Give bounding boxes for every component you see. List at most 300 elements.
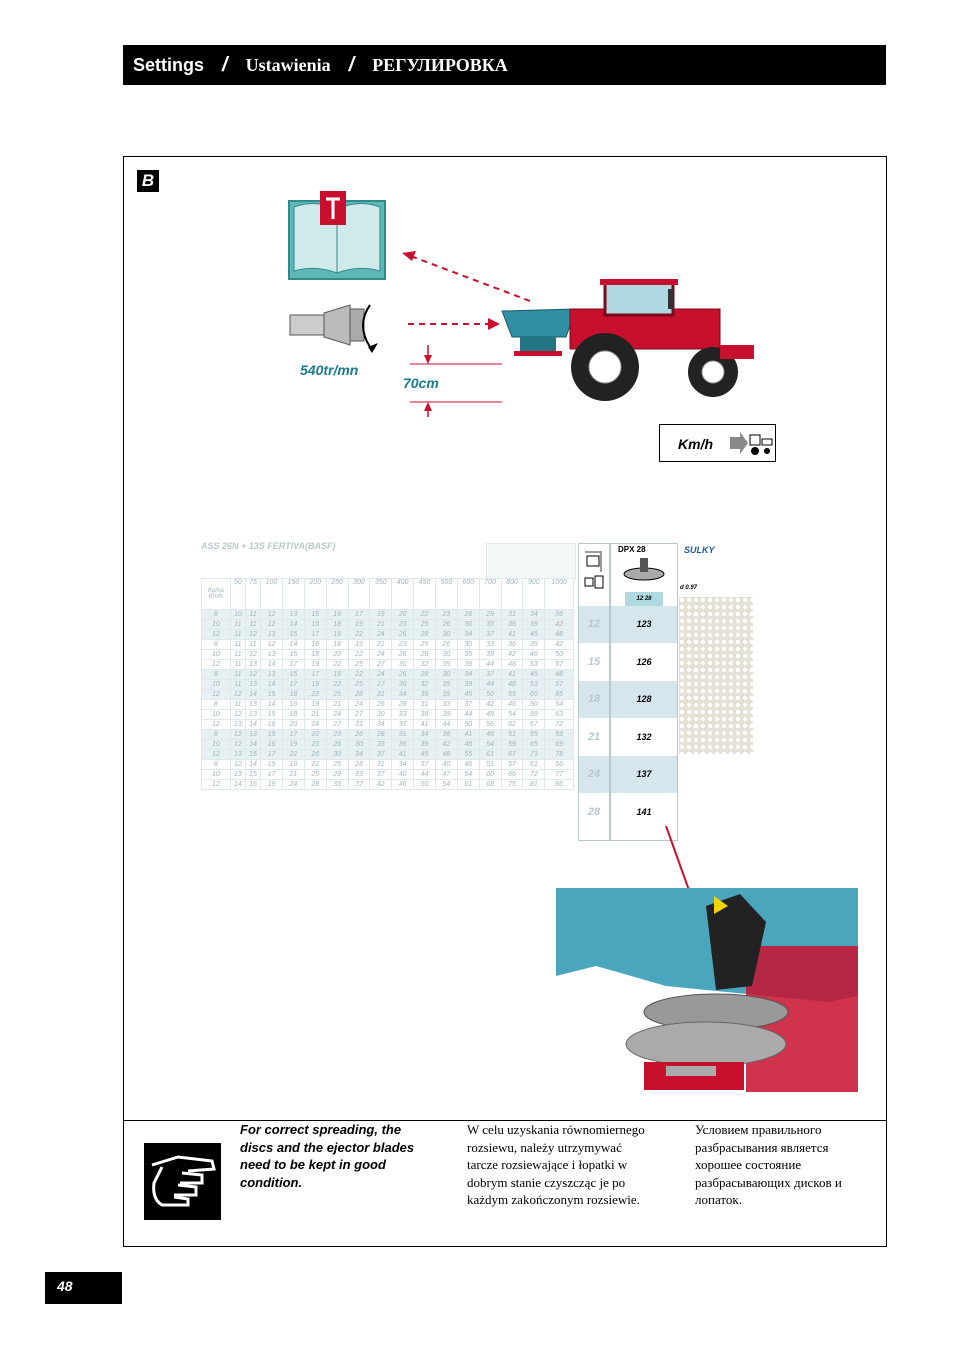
flow-cell: 59 xyxy=(545,730,574,740)
flow-cell: 28 xyxy=(414,670,436,680)
flow-cell: 24 xyxy=(282,780,304,790)
flow-cell: 16 xyxy=(304,640,326,650)
flow-cell: 25 xyxy=(348,660,370,670)
flow-cell: 48 xyxy=(457,740,479,750)
flow-cell: 11 xyxy=(230,620,245,630)
flow-cell: 34 xyxy=(392,760,414,770)
flow-cell: 30 xyxy=(392,660,414,670)
flow-cell: 48 xyxy=(435,750,457,760)
flow-cell: 29 xyxy=(326,770,348,780)
table-row xyxy=(202,750,574,760)
dose-header: 800 xyxy=(501,579,523,610)
dose-header: 50 xyxy=(230,579,245,610)
flow-cell: 39 xyxy=(523,640,545,650)
flow-cell: 44 xyxy=(479,680,501,690)
flow-cell: 26 xyxy=(392,670,414,680)
flow-cell: 54 xyxy=(479,740,501,750)
flow-cell: 33 xyxy=(370,740,392,750)
flow-cell: 32 xyxy=(414,660,436,670)
table-row xyxy=(202,730,574,740)
flow-cell: 66 xyxy=(501,770,523,780)
flow-cell: 19 xyxy=(304,700,326,710)
flow-cell: 48 xyxy=(501,680,523,690)
flow-cell: 11 xyxy=(230,630,245,640)
dose-header: 1000 xyxy=(545,579,574,610)
flow-cell: 13 xyxy=(282,610,304,620)
flow-cell: 21 xyxy=(326,700,348,710)
flow-cell: 23 xyxy=(326,730,348,740)
flow-cell: 14 xyxy=(230,780,245,790)
dose-header: 250 xyxy=(326,579,348,610)
flow-cell: 10 xyxy=(230,610,245,620)
dose-header: 450 xyxy=(414,579,436,610)
flow-cell: 51 xyxy=(501,730,523,740)
note-ru: Условием правильного разбрасывания является хорошее состояние разбрасывающих дисков и лопаток. xyxy=(695,1122,842,1207)
flow-cell: 15 xyxy=(261,730,283,740)
flow-cell: 14 xyxy=(261,680,283,690)
flow-cell: 36 xyxy=(392,740,414,750)
dose-header: 75 xyxy=(245,579,260,610)
speed-cell: 8 xyxy=(202,730,231,740)
flow-cell: 36 xyxy=(501,640,523,650)
speed-cell: 10 xyxy=(202,650,231,660)
flow-cell: 20 xyxy=(326,650,348,660)
flow-cell: 19 xyxy=(326,670,348,680)
flow-cell: 12 xyxy=(261,620,283,630)
dose-header: 400 xyxy=(392,579,414,610)
flow-cell: 24 xyxy=(326,710,348,720)
corner-dose-unit: Kg/ha xyxy=(208,588,224,594)
flow-cell: 42 xyxy=(479,700,501,710)
flow-cell: 22 xyxy=(304,690,326,700)
flow-cell: 55 xyxy=(501,690,523,700)
flow-cell: 18 xyxy=(304,650,326,660)
flow-cell: 13 xyxy=(245,680,260,690)
flow-cell: 28 xyxy=(304,780,326,790)
flow-cell: 14 xyxy=(245,690,260,700)
flow-cell: 21 xyxy=(370,640,392,650)
flow-cell: 54 xyxy=(501,710,523,720)
section-label: B xyxy=(137,170,159,192)
working-width: 28 xyxy=(587,805,601,818)
flow-cell: 86 xyxy=(545,780,574,790)
flow-cell: 60 xyxy=(523,690,545,700)
seed-image xyxy=(486,543,576,579)
flow-cell: 23 xyxy=(304,740,326,750)
flow-cell: 54 xyxy=(545,700,574,710)
speed-cell: 10 xyxy=(202,740,231,750)
flow-cell: 44 xyxy=(457,710,479,720)
flow-cell: 57 xyxy=(501,760,523,770)
flow-cell: 21 xyxy=(370,620,392,630)
flow-cell: 36 xyxy=(414,690,436,700)
flow-cell: 33 xyxy=(479,620,501,630)
flow-cell: 50 xyxy=(457,720,479,730)
speed-cell: 12 xyxy=(202,720,231,730)
flow-cell: 30 xyxy=(435,630,457,640)
dose-header: 700 xyxy=(479,579,501,610)
flow-cell: 53 xyxy=(523,680,545,690)
flow-cell: 77 xyxy=(545,770,574,780)
flow-cell: 48 xyxy=(545,670,574,680)
flow-cell: 17 xyxy=(304,630,326,640)
flow-cell: 13 xyxy=(261,650,283,660)
flow-cell: 61 xyxy=(457,780,479,790)
flow-cell: 27 xyxy=(370,680,392,690)
flow-cell: 25 xyxy=(414,640,436,650)
table-row xyxy=(202,690,574,700)
setup-diagram xyxy=(280,185,780,425)
flow-cell: 18 xyxy=(282,690,304,700)
blade-setting: 132 xyxy=(636,731,652,742)
flow-cell: 35 xyxy=(435,660,457,670)
flow-cell: 12 xyxy=(230,760,245,770)
blade-setting: 128 xyxy=(611,681,677,718)
flow-cell: 37 xyxy=(479,670,501,680)
dose-header: 350 xyxy=(370,579,392,610)
header-bar xyxy=(123,45,886,85)
flow-cell: 12 xyxy=(230,740,245,750)
blade-setting: 141 xyxy=(636,806,652,817)
flow-cell: 50 xyxy=(479,690,501,700)
flow-cell: 45 xyxy=(523,670,545,680)
flow-cell: 26 xyxy=(392,650,414,660)
flow-cell: 37 xyxy=(414,760,436,770)
flow-cell: 75 xyxy=(501,780,523,790)
flow-cell: 25 xyxy=(326,760,348,770)
flow-cell: 14 xyxy=(245,760,260,770)
flow-cell: 15 xyxy=(304,610,326,620)
table-row xyxy=(202,650,574,660)
blade-setting: 126 xyxy=(636,656,652,667)
flow-cell: 54 xyxy=(435,780,457,790)
flow-cell: 22 xyxy=(326,660,348,670)
speed-cell: 12 xyxy=(202,690,231,700)
brand-logo: SULKY xyxy=(684,545,715,555)
flow-cell: 67 xyxy=(523,720,545,730)
flow-cell: 26 xyxy=(392,630,414,640)
flow-cell: 41 xyxy=(392,750,414,760)
blade-setting: 137 xyxy=(611,756,677,793)
speed-cell: 10 xyxy=(202,620,231,630)
table-row xyxy=(202,610,574,620)
flow-cell: 31 xyxy=(414,700,436,710)
speed-cell: 12 xyxy=(202,750,231,760)
flow-cell: 22 xyxy=(414,610,436,620)
table-row xyxy=(202,780,574,790)
flow-cell: 61 xyxy=(501,720,523,730)
flow-cell: 67 xyxy=(501,750,523,760)
flow-cell: 24 xyxy=(370,670,392,680)
flow-cell: 25 xyxy=(304,770,326,780)
flow-cell: 22 xyxy=(348,630,370,640)
flow-cell: 30 xyxy=(457,640,479,650)
flow-cell: 66 xyxy=(545,760,574,770)
flow-cell: 17 xyxy=(261,770,283,780)
flow-cell: 65 xyxy=(523,740,545,750)
flow-cell: 48 xyxy=(501,660,523,670)
flow-cell: 22 xyxy=(326,680,348,690)
flow-cell: 13 xyxy=(245,660,260,670)
flow-cell: 12 xyxy=(245,670,260,680)
flow-cell: 28 xyxy=(370,730,392,740)
flow-cell: 72 xyxy=(523,770,545,780)
flow-cell: 18 xyxy=(326,640,348,650)
flow-cell: 26 xyxy=(435,640,457,650)
flow-cell: 26 xyxy=(326,740,348,750)
flow-cell: 55 xyxy=(457,750,479,760)
flow-cell: 46 xyxy=(457,760,479,770)
flow-cell: 19 xyxy=(304,660,326,670)
dose-header: 500 xyxy=(435,579,457,610)
speed-label: Km/h xyxy=(678,436,713,452)
blade-setting: 123 xyxy=(611,606,677,643)
dose-table xyxy=(201,578,574,838)
flow-cell: 11 xyxy=(245,610,260,620)
flow-cell: 72 xyxy=(545,720,574,730)
table-corner-cell xyxy=(202,579,231,610)
flow-cell: 14 xyxy=(245,740,260,750)
flow-cell: 34 xyxy=(370,720,392,730)
flow-cell: 23 xyxy=(392,620,414,630)
flow-cell: 13 xyxy=(245,710,260,720)
flow-cell: 16 xyxy=(304,620,326,630)
flow-cell: 17 xyxy=(304,670,326,680)
table-row xyxy=(202,680,574,690)
flow-cell: 44 xyxy=(435,720,457,730)
flow-cell: 21 xyxy=(282,770,304,780)
title-separator-2: / xyxy=(348,53,355,76)
height-label: 70cm xyxy=(403,375,439,391)
pointing-hand-icon xyxy=(144,1143,221,1220)
flow-cell: 15 xyxy=(282,650,304,660)
flow-cell: 53 xyxy=(523,660,545,670)
spreader-disc-photo xyxy=(556,826,860,1112)
spreader-hopper-icon xyxy=(502,309,576,356)
working-width: 21 xyxy=(587,730,601,743)
flow-cell: 34 xyxy=(457,670,479,680)
flow-cell: 11 xyxy=(230,650,245,660)
flow-cell: 24 xyxy=(370,630,392,640)
flow-cell: 11 xyxy=(230,660,245,670)
title-ru: РЕГУЛИРОВКА xyxy=(372,54,508,75)
flow-cell: 30 xyxy=(348,740,370,750)
density-value: d 0.97 xyxy=(680,585,698,591)
flow-cell: 39 xyxy=(435,710,457,720)
flow-cell: 69 xyxy=(545,740,574,750)
flow-cell: 31 xyxy=(370,690,392,700)
flow-cell: 26 xyxy=(370,700,392,710)
speed-cell: 8 xyxy=(202,670,231,680)
flow-cell: 24 xyxy=(304,720,326,730)
flow-cell: 12 xyxy=(245,650,260,660)
flow-cell: 59 xyxy=(501,740,523,750)
flow-cell: 22 xyxy=(348,650,370,660)
flow-cell: 17 xyxy=(282,680,304,690)
width-icon xyxy=(581,548,607,592)
flow-cell: 27 xyxy=(348,710,370,720)
flow-cell: 33 xyxy=(479,640,501,650)
flow-cell: 44 xyxy=(479,660,501,670)
title-separator-1: / xyxy=(222,53,228,76)
flow-cell: 30 xyxy=(457,620,479,630)
flow-cell: 39 xyxy=(457,660,479,670)
pto-speed-label: 540tr/mn xyxy=(300,362,359,378)
flow-cell: 26 xyxy=(304,750,326,760)
flow-cell: 20 xyxy=(282,720,304,730)
flow-cell: 26 xyxy=(435,620,457,630)
flow-cell: 57 xyxy=(545,680,574,690)
flow-cell: 34 xyxy=(523,610,545,620)
flow-cell: 34 xyxy=(348,750,370,760)
flow-cell: 17 xyxy=(282,660,304,670)
flow-cell: 46 xyxy=(523,650,545,660)
fertilizer-granules-image xyxy=(679,597,753,754)
flow-cell: 12 xyxy=(230,710,245,720)
flow-cell: 36 xyxy=(435,730,457,740)
dose-header: 200 xyxy=(304,579,326,610)
flow-cell: 13 xyxy=(230,720,245,730)
flow-cell: 31 xyxy=(392,730,414,740)
flow-cell: 17 xyxy=(282,730,304,740)
flow-cell: 29 xyxy=(479,610,501,620)
flow-cell: 11 xyxy=(230,670,245,680)
flow-cell: 56 xyxy=(479,720,501,730)
flow-cell: 13 xyxy=(245,730,260,740)
speed-cell: 8 xyxy=(202,610,231,620)
flow-cell: 81 xyxy=(523,780,545,790)
flow-cell: 14 xyxy=(282,620,304,630)
flow-cell: 28 xyxy=(348,760,370,770)
flow-cell: 16 xyxy=(245,780,260,790)
flow-cell: 11 xyxy=(230,700,245,710)
flow-cell: 39 xyxy=(435,690,457,700)
flow-cell: 37 xyxy=(479,630,501,640)
flow-cell: 12 xyxy=(230,690,245,700)
flow-cell: 30 xyxy=(326,750,348,760)
flow-cell: 31 xyxy=(348,720,370,730)
flow-cell: 48 xyxy=(545,630,574,640)
flow-cell: 37 xyxy=(370,750,392,760)
table-row xyxy=(202,710,574,720)
table-row xyxy=(202,770,574,780)
flow-cell: 16 xyxy=(282,700,304,710)
flow-cell: 41 xyxy=(414,720,436,730)
table-row xyxy=(202,760,574,770)
flow-cell: 28 xyxy=(348,690,370,700)
flow-cell: 51 xyxy=(479,760,501,770)
flow-cell: 30 xyxy=(370,710,392,720)
flow-cell: 33 xyxy=(435,700,457,710)
table-row xyxy=(202,700,574,710)
working-width: 15 xyxy=(587,655,601,668)
flow-cell: 28 xyxy=(392,700,414,710)
width-column xyxy=(578,543,610,841)
dose-header: 300 xyxy=(348,579,370,610)
flow-cell: 33 xyxy=(392,710,414,720)
table-row xyxy=(202,670,574,680)
flow-cell: 11 xyxy=(245,620,260,630)
speed-cell: 10 xyxy=(202,710,231,720)
flow-cell: 13 xyxy=(261,630,283,640)
flow-cell: 42 xyxy=(545,640,574,650)
flow-cell: 22 xyxy=(304,760,326,770)
flow-cell: 35 xyxy=(435,680,457,690)
flow-cell: 14 xyxy=(261,660,283,670)
table-row xyxy=(202,620,574,630)
flow-cell: 13 xyxy=(245,700,260,710)
flow-cell: 14 xyxy=(261,700,283,710)
speed-cell: 10 xyxy=(202,680,231,690)
flow-cell: 19 xyxy=(282,760,304,770)
flow-cell: 23 xyxy=(392,640,414,650)
flow-cell: 19 xyxy=(261,780,283,790)
flow-cell: 59 xyxy=(523,710,545,720)
flow-cell: 34 xyxy=(414,730,436,740)
corner-speed-unit: Km/h xyxy=(208,594,223,600)
flow-cell: 30 xyxy=(392,680,414,690)
working-width: 18 xyxy=(579,681,609,718)
flow-cell: 15 xyxy=(245,750,260,760)
flow-cell: 17 xyxy=(261,750,283,760)
flow-cell: 50 xyxy=(545,650,574,660)
flow-cell: 28 xyxy=(414,650,436,660)
flow-cell: 19 xyxy=(326,630,348,640)
flow-cell: 28 xyxy=(414,630,436,640)
flow-cell: 68 xyxy=(479,780,501,790)
flow-cell: 16 xyxy=(326,610,348,620)
flow-cell: 61 xyxy=(523,760,545,770)
flow-cell: 41 xyxy=(501,630,523,640)
dose-header: 600 xyxy=(457,579,479,610)
flow-cell: 13 xyxy=(230,770,245,780)
flow-cell: 19 xyxy=(348,620,370,630)
flow-cell: 39 xyxy=(523,620,545,630)
speed-cell: 8 xyxy=(202,760,231,770)
tractor-speed-icon xyxy=(730,429,774,457)
flow-cell: 36 xyxy=(501,620,523,630)
table-row xyxy=(202,740,574,750)
flow-cell: 42 xyxy=(435,740,457,750)
flow-cell: 78 xyxy=(545,750,574,760)
flow-cell: 24 xyxy=(348,700,370,710)
flow-cell: 31 xyxy=(501,610,523,620)
title-pl: Ustawienia xyxy=(245,54,331,75)
flow-cell: 11 xyxy=(230,680,245,690)
flow-cell: 25 xyxy=(348,680,370,690)
flow-cell: 37 xyxy=(392,720,414,730)
flow-cell: 44 xyxy=(414,770,436,780)
note-en: For correct spreading, the discs and the ejector blades need to be kept in good condition. xyxy=(240,1122,415,1190)
pointing-hand-icon-box xyxy=(144,1143,221,1220)
flow-cell: 73 xyxy=(523,750,545,760)
flow-cell: 11 xyxy=(230,640,245,650)
speed-cell: 12 xyxy=(202,630,231,640)
flow-cell: 18 xyxy=(282,710,304,720)
flow-cell: 41 xyxy=(501,670,523,680)
flow-cell: 36 xyxy=(414,710,436,720)
flow-cell: 16 xyxy=(261,720,283,730)
flow-cell: 15 xyxy=(261,760,283,770)
flow-cell: 16 xyxy=(261,740,283,750)
flow-cell: 45 xyxy=(457,690,479,700)
flow-cell: 26 xyxy=(348,730,370,740)
flow-cell: 20 xyxy=(304,730,326,740)
manual-book-icon xyxy=(289,191,385,279)
flow-cell: 24 xyxy=(370,650,392,660)
title-en: Settings xyxy=(133,54,205,75)
flow-cell: 13 xyxy=(261,670,283,680)
